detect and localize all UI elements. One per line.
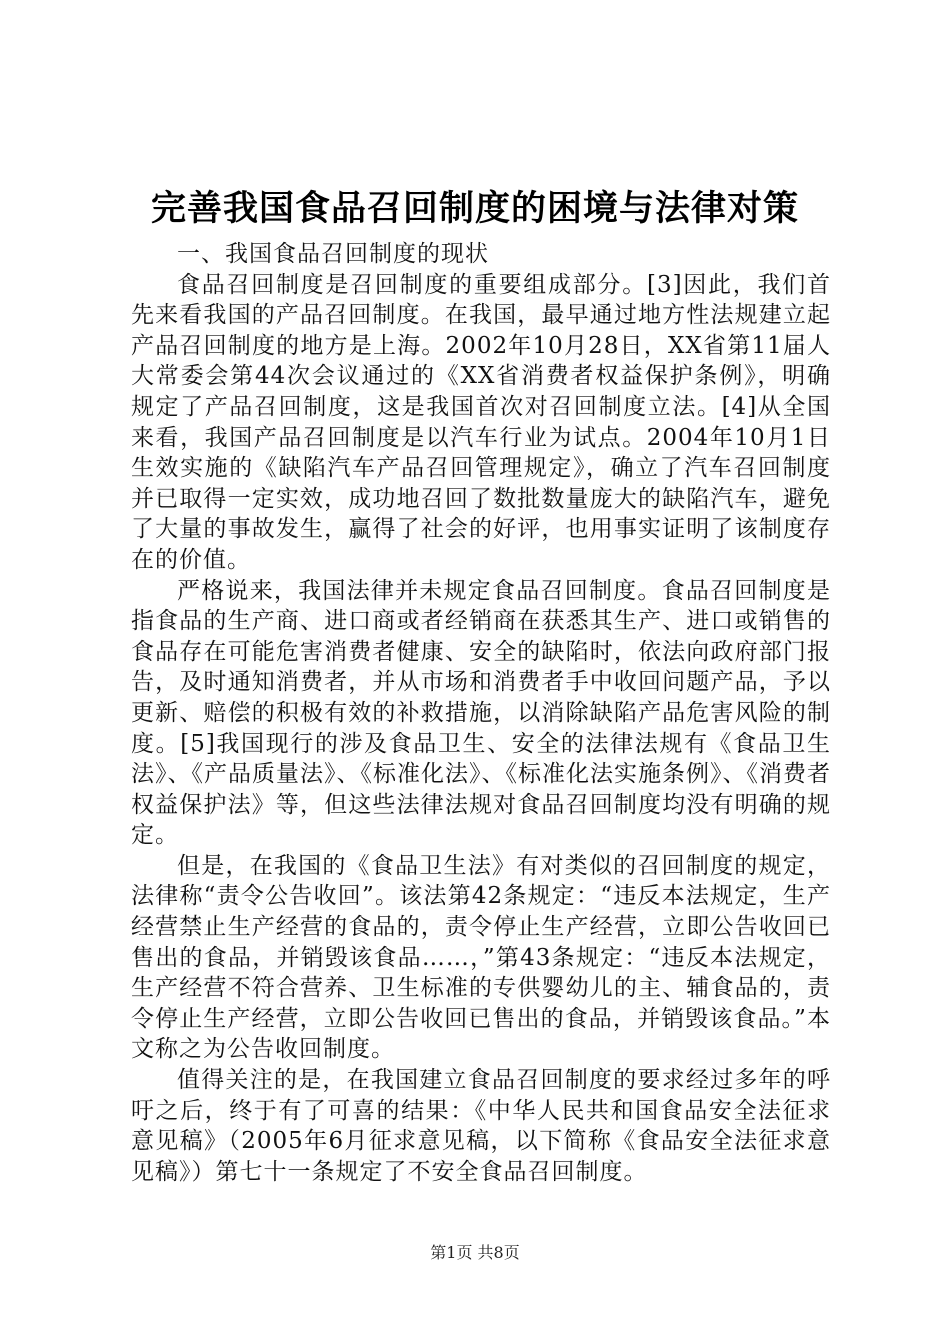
paragraph: 但是，在我国的《食品卫生法》有对类似的召回制度的规定，法律称“责令公告收回”。该法第42条规定：“违反本法规定，生产经营禁止生产经营的食品的，责令停止生产经营，立即公告收回已售出的食品，并销毁该食品……，”第43条规定：“违反本法规定，生产经营不符合营养、卫生标准的专供婴幼儿的主、辅食品的，责令停止生产经营，立即公告收回已售出的食品，并销毁该食品。”本文称之为公告收回制度。 bbox=[131, 852, 831, 1063]
document-body bbox=[131, 239, 831, 1187]
paragraph: 严格说来，我国法律并未规定食品召回制度。食品召回制度是指食品的生产商、进口商或者经销商在获悉其生产、进口或销售的食品存在可能危害消费者健康、安全的缺陷时，依法向政府部门报告，及时通知消费者，并从市场和消费者手中收回问题产品，予以更新、赔偿的积极有效的补救措施，以消除缺陷产品危害风险的制度。[5]我国现行的涉及食品卫生、安全的法律法规有《食品卫生法》、《产品质量法》、《标准化法》、《标准化法实施条例》、《消费者权益保护法》等，但这些法律法规对食品召回制度均没有明确的规定。 bbox=[131, 577, 831, 849]
paragraph: 食品召回制度是召回制度的重要组成部分。[3]因此，我们首先来看我国的产品召回制度。在我国，最早通过地方性法规建立起产品召回制度的地方是上海。2002年10月28日，XX省第11届人大常委会第44次会议通过的《XX省消费者权益保护条例》，明确规定了产品召回制度，这是我国首次对召回制度立法。[4]从全国来看，我国产品召回制度是以汽车行业为试点。2004年10月1日生效实施的《缺陷汽车产品召回管理规定》，确立了汽车召回制度并已取得一定实效，成功地召回了数批数量庞大的缺陷汽车，避免了大量的事故发生，赢得了社会的好评，也用事实证明了该制度存在的价值。 bbox=[131, 271, 831, 573]
document-title: 完善我国食品召回制度的困境与法律对策 bbox=[150, 188, 799, 229]
paragraph: 值得关注的是，在我国建立食品召回制度的要求经过多年的呼吁之后，终于有了可喜的结果：《中华人民共和国食品安全法征求意见稿》（2005年6月征求意见稿，以下简称《食品安全法征求意见稿》）第七十一条规定了不安全食品召回制度。 bbox=[131, 1067, 831, 1185]
section-heading: 一、我国食品召回制度的现状 bbox=[177, 241, 489, 267]
page-footer: 第1页 共8页 bbox=[430, 1243, 520, 1262]
